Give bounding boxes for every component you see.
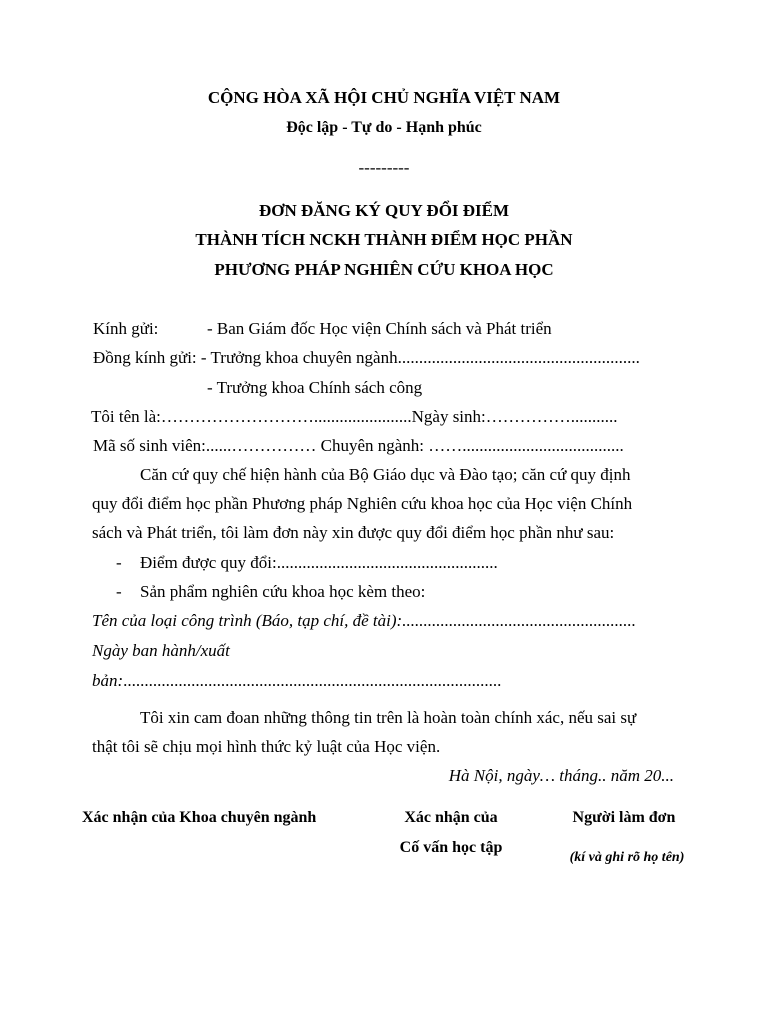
ngay-ban-hanh-field (92, 671, 501, 691)
ngay-ban-hanh-label: Ngày ban hành/xuất (92, 641, 230, 660)
sig-co-van-line1: Xác nhận của (404, 809, 498, 826)
national-motto: Độc lập - Tự do - Hạnh phúc (286, 119, 482, 136)
body-para2-line1: Tôi xin cam đoan những thông tin trên là hoàn toàn chính xác, nếu sai sự (140, 708, 637, 727)
ngay-ban-hanh-dots: ......................................................................................... (123, 671, 502, 690)
bullet-dash: - (116, 582, 122, 601)
kinh-gui-value: - Ban Giám đốc Học viện Chính sách và Phát triển (207, 319, 552, 338)
form-title-line3: PHƯƠNG PHÁP NGHIÊN CỨU KHOA HỌC (214, 260, 554, 279)
body-para2-line2: thật tôi sẽ chịu mọi hình thức kỷ luật của Học viện. (92, 737, 441, 756)
form-title-line1: ĐƠN ĐĂNG KÝ QUY ĐỔI ĐIỂM (258, 201, 510, 220)
student-name-field: Tôi tên là:……………………….......................Ngày sinh:……………........... (91, 407, 618, 426)
kinh-gui-label: Kính gửi: (93, 319, 159, 338)
sig-khoa-chuyen-nganh: Xác nhận của Khoa chuyên ngành (82, 809, 317, 826)
body-para1-line3: sách và Phát triển, tôi làm đơn này xin được quy đổi điểm học phần như sau: (92, 523, 615, 542)
body-para1-line2: quy đổi điểm học phần Phương pháp Nghiên cứu khoa học của Học viện Chính (92, 494, 633, 513)
ngay-ban-hanh-label-cont: bản: (92, 671, 124, 690)
ten-cong-trinh-field: Tên của loại công trình (Báo, tạp chí, đề tài):....................................................... (92, 611, 636, 630)
body-para1-line1: Căn cứ quy chế hiện hành của Bộ Giáo dục và Đào tạo; căn cứ quy định (140, 465, 631, 484)
truong-khoa-cs: - Trưởng khoa Chính sách công (207, 378, 423, 397)
date-place: Hà Nội, ngày… tháng.. năm 20... (448, 766, 674, 785)
sig-co-van-line2: Cố vấn học tập (399, 839, 503, 856)
student-id-field: Mã số sinh viên:......…………… Chuyên ngành: ……...................................... (93, 436, 624, 455)
sig-ky-ghi-ro: (kí và ghi rõ họ tên) (569, 850, 685, 865)
dong-kinh-gui: Đồng kính gửi: - Trưởng khoa chuyên ngành......................................................... (93, 348, 640, 367)
bullet-san-pham: Sản phẩm nghiên cứu khoa học kèm theo: (140, 582, 426, 601)
header-separator: --------- (358, 158, 410, 177)
bullet-diem-quy-doi: Điểm được quy đổi:.................................................... (140, 553, 498, 572)
sig-nguoi-lam-don: Người làm đơn (572, 809, 676, 826)
national-title: CỘNG HÒA XÃ HỘI CHỦ NGHĨA VIỆT NAM (207, 88, 561, 107)
bullet-dash: - (116, 553, 122, 572)
form-title-line2: THÀNH TÍCH NCKH THÀNH ĐIỂM HỌC PHẦN (195, 230, 573, 249)
